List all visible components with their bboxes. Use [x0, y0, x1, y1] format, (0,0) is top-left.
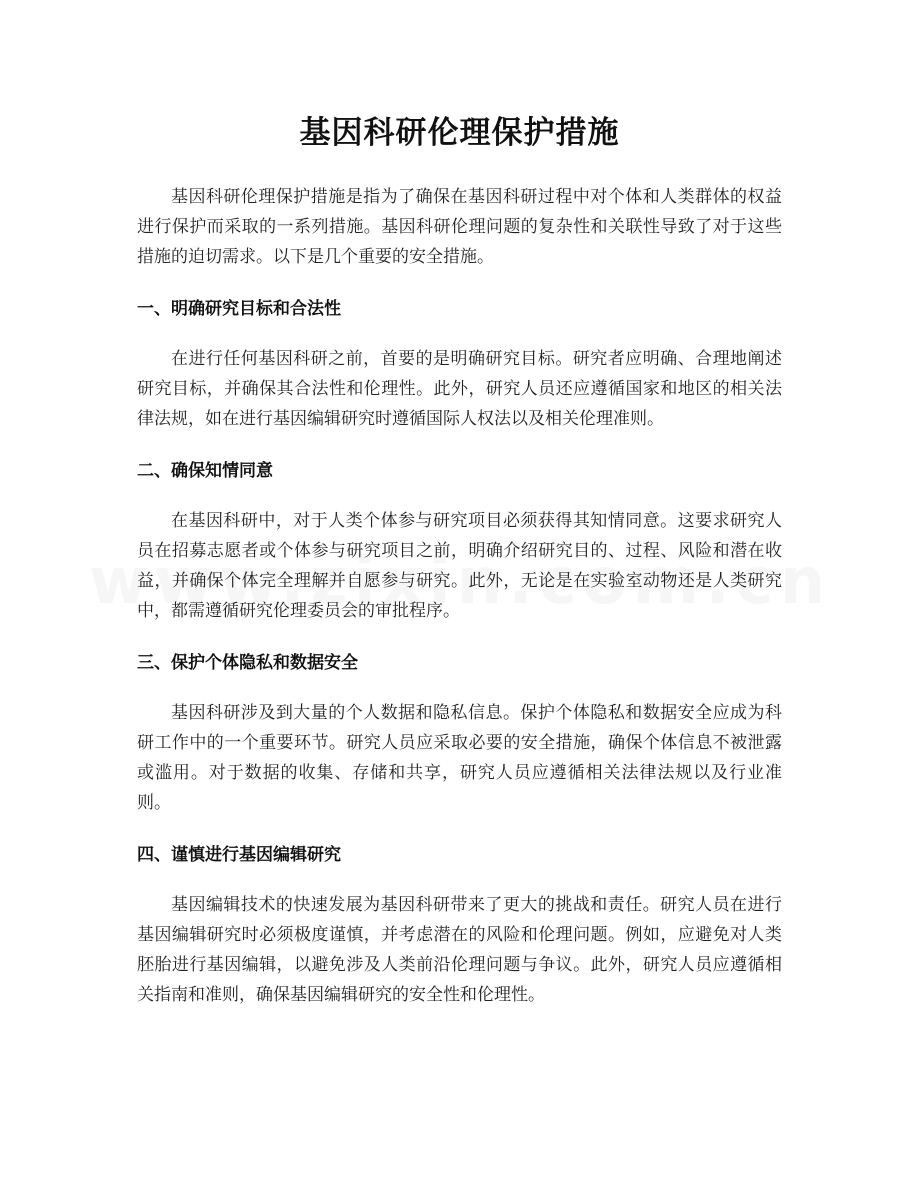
intro-paragraph: 基因科研伦理保护措施是指为了确保在基因科研过程中对个体和人类群体的权益进行保护而采取的一系列措施。基因科研伦理问题的复杂性和关联性导致了对于这些措施的迫切需求。以下是几个重要的安全措施。 [137, 187, 782, 267]
section-heading: 二、确保知情同意 [137, 461, 273, 481]
document-title: 基因科研伦理保护措施 [299, 115, 620, 151]
section-heading: 四、谨慎进行基因编辑研究 [137, 845, 341, 865]
section-paragraph: 在进行任何基因科研之前，首要的是明确研究目标。研究者应明确、合理地阐述研究目标，并确保其合法性和伦理性。此外，研究人员还应遵循国家和地区的相关法律法规，如在进行基因编辑研究时遵循国际人权法以及相关伦理准则。 [137, 349, 782, 429]
section-paragraph: 基因科研涉及到大量的个人数据和隐私信息。保护个体隐私和数据安全应成为科研工作中的一个重要环节。研究人员应采取必要的安全措施，确保个体信息不被泄露或滥用。对于数据的收集、存储和共享，研究人员应遵循相关法律法规以及行业准则。 [137, 703, 782, 813]
section-paragraph: 在基因科研中，对于人类个体参与研究项目必须获得其知情同意。这要求研究人员在招募志愿者或个体参与研究项目之前，明确介绍研究目的、过程、风险和潜在收益，并确保个体完全理解并自愿参与研究。此外，无论是在实验室动物还是人类研究中，都需遵循研究伦理委员会的审批程序。 [137, 511, 782, 621]
section-2 [137, 456, 782, 626]
section-heading: 三、保护个体隐私和数据安全 [137, 653, 358, 673]
section-heading: 一、明确研究目标和合法性 [137, 299, 341, 319]
section-1 [137, 294, 782, 434]
section-4 [137, 840, 782, 1010]
section-3 [137, 648, 782, 818]
section-paragraph: 基因编辑技术的快速发展为基因科研带来了更大的挑战和责任。研究人员在进行基因编辑研究时必须极度谨慎，并考虑潜在的风险和伦理问题。例如，应避免对人类胚胎进行基因编辑，以避免涉及人类前沿伦理问题与争议。此外，研究人员应遵循相关指南和准则，确保基因编辑研究的安全性和伦理性。 [137, 895, 782, 1005]
